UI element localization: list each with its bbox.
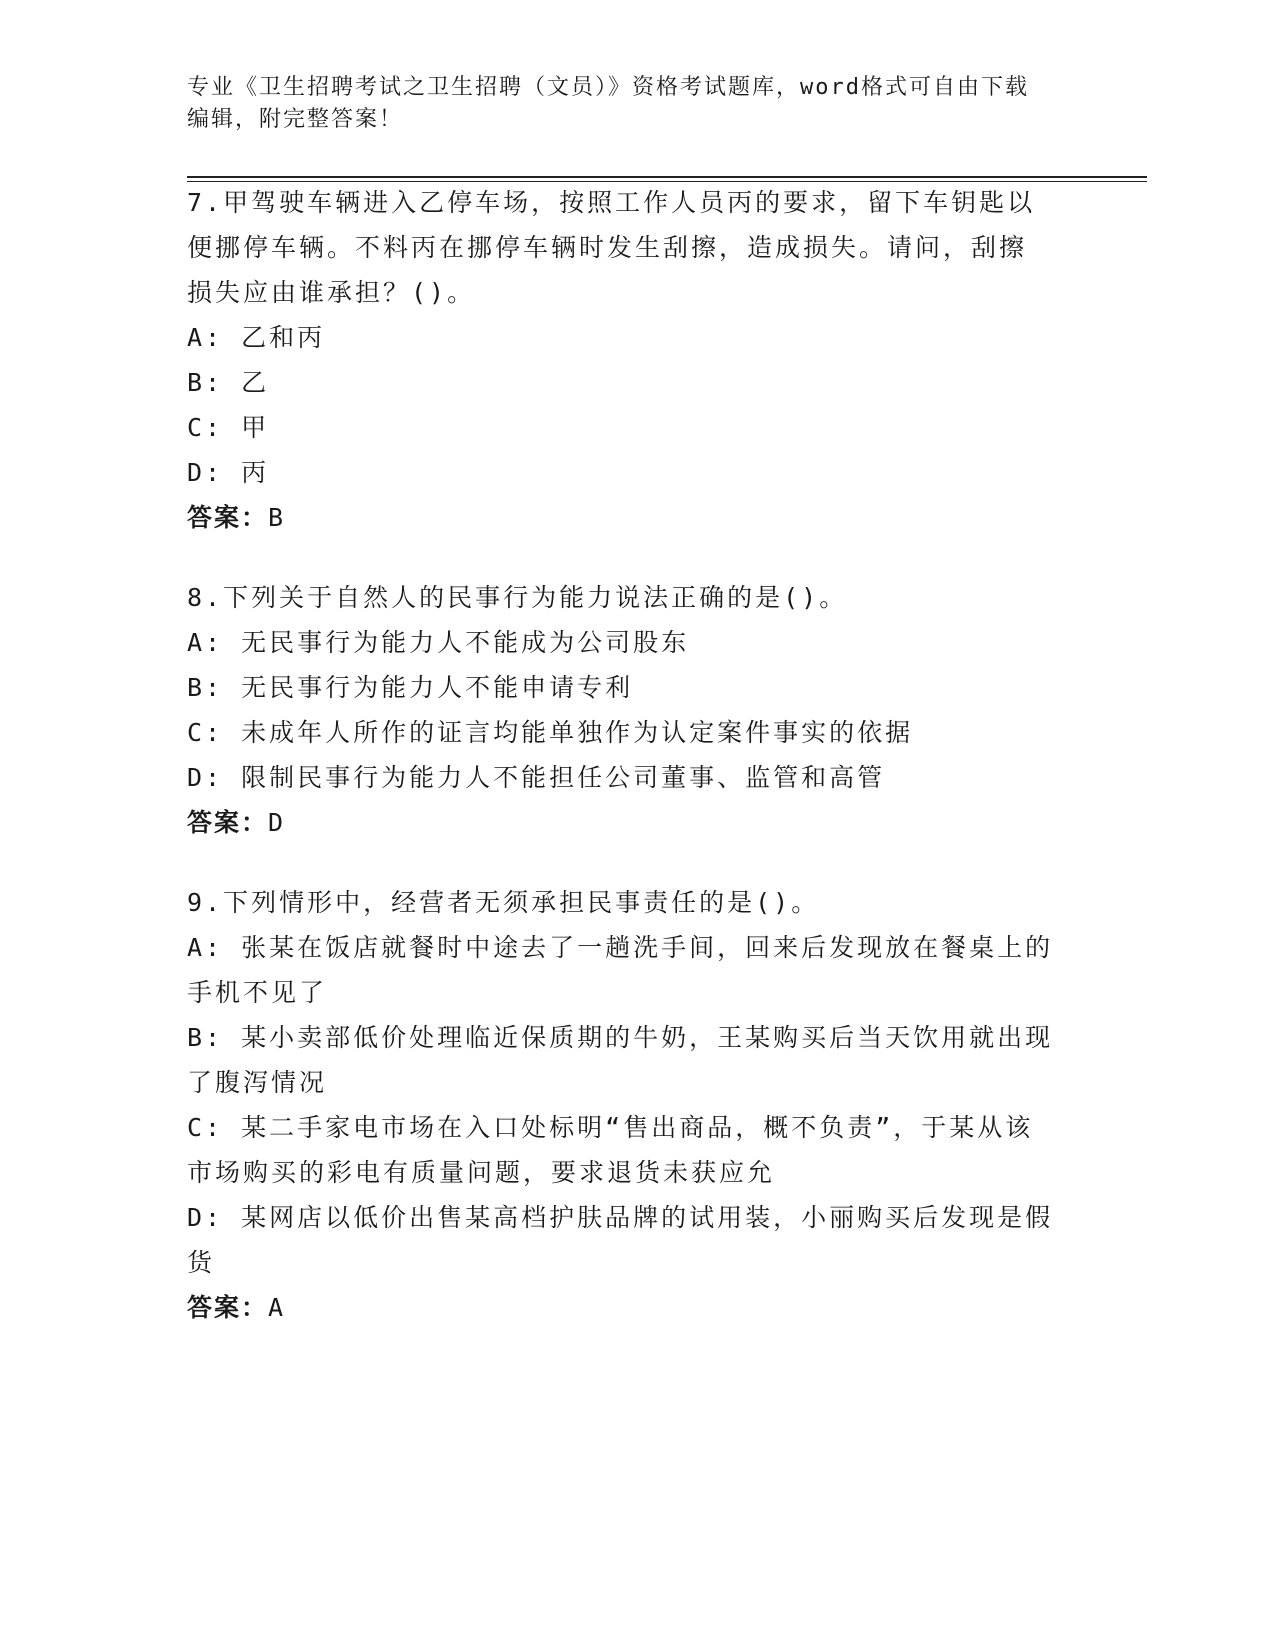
option-a: A: 无民事行为能力人不能成为公司股东 <box>187 628 690 657</box>
option-c: C: 某二手家电市场在入口处标明“售出商品，概不负责”，于某从该 <box>187 1113 1034 1142</box>
document-header <box>187 72 1067 136</box>
question-block <box>187 880 1067 1330</box>
header-line-2: 编辑，附完整答案！ <box>187 107 404 132</box>
option-b: B: 某小卖部低价处理临近保质期的牛奶，王某购买后当天饮用就出现 <box>187 1023 1054 1052</box>
question-stem-line: 8.下列关于自然人的民事行为能力说法正确的是()。 <box>187 583 848 612</box>
question-stem-line: 损失应由谁承担？()。 <box>187 278 476 307</box>
answer-line <box>187 1285 1067 1330</box>
question-stem-line: 9.下列情形中，经营者无须承担民事责任的是()。 <box>187 888 820 917</box>
question-block <box>187 575 1067 845</box>
option-b: B: 乙 <box>187 368 270 397</box>
option-b-continued: 了腹泻情况 <box>187 1068 328 1097</box>
answer-label: 答案： <box>187 808 269 837</box>
option-a-continued: 手机不见了 <box>187 978 328 1007</box>
question-stem-line: 7.甲驾驶车辆进入乙停车场，按照工作人员丙的要求，留下车钥匙以 <box>187 188 1036 217</box>
question-block <box>187 180 1067 540</box>
answer-label: 答案： <box>187 1293 269 1322</box>
question-stem-line: 便挪停车辆。不料丙在挪停车辆时发生刮擦，造成损失。请问，刮擦 <box>187 233 1028 262</box>
option-a: A: 张某在饭店就餐时中途去了一趟洗手间，回来后发现放在餐桌上的 <box>187 933 1054 962</box>
option-d: D: 限制民事行为能力人不能担任公司董事、监管和高管 <box>187 763 886 792</box>
option-d: D: 某网店以低价出售某高档护肤品牌的试用装，小丽购买后发现是假 <box>187 1203 1054 1232</box>
option-c: C: 甲 <box>187 413 270 442</box>
header-divider-thick <box>187 176 1147 178</box>
answer-line <box>187 495 1067 540</box>
answer-value: D <box>268 808 286 837</box>
option-b: B: 无民事行为能力人不能申请专利 <box>187 673 634 702</box>
answer-value: A <box>268 1293 286 1322</box>
option-d: D: 丙 <box>187 458 270 487</box>
option-d-continued: 货 <box>187 1248 216 1277</box>
option-c-continued: 市场购买的彩电有质量问题，要求退货未获应允 <box>187 1158 776 1187</box>
option-c: C: 未成年人所作的证言均能单独作为认定案件事实的依据 <box>187 718 914 747</box>
answer-value: B <box>268 503 286 532</box>
option-a: A: 乙和丙 <box>187 323 326 352</box>
header-line-1: 专业《卫生招聘考试之卫生招聘（文员）》资格考试题库，word格式可自由下载 <box>187 75 1029 100</box>
answer-label: 答案： <box>187 503 269 532</box>
answer-line <box>187 800 1067 845</box>
